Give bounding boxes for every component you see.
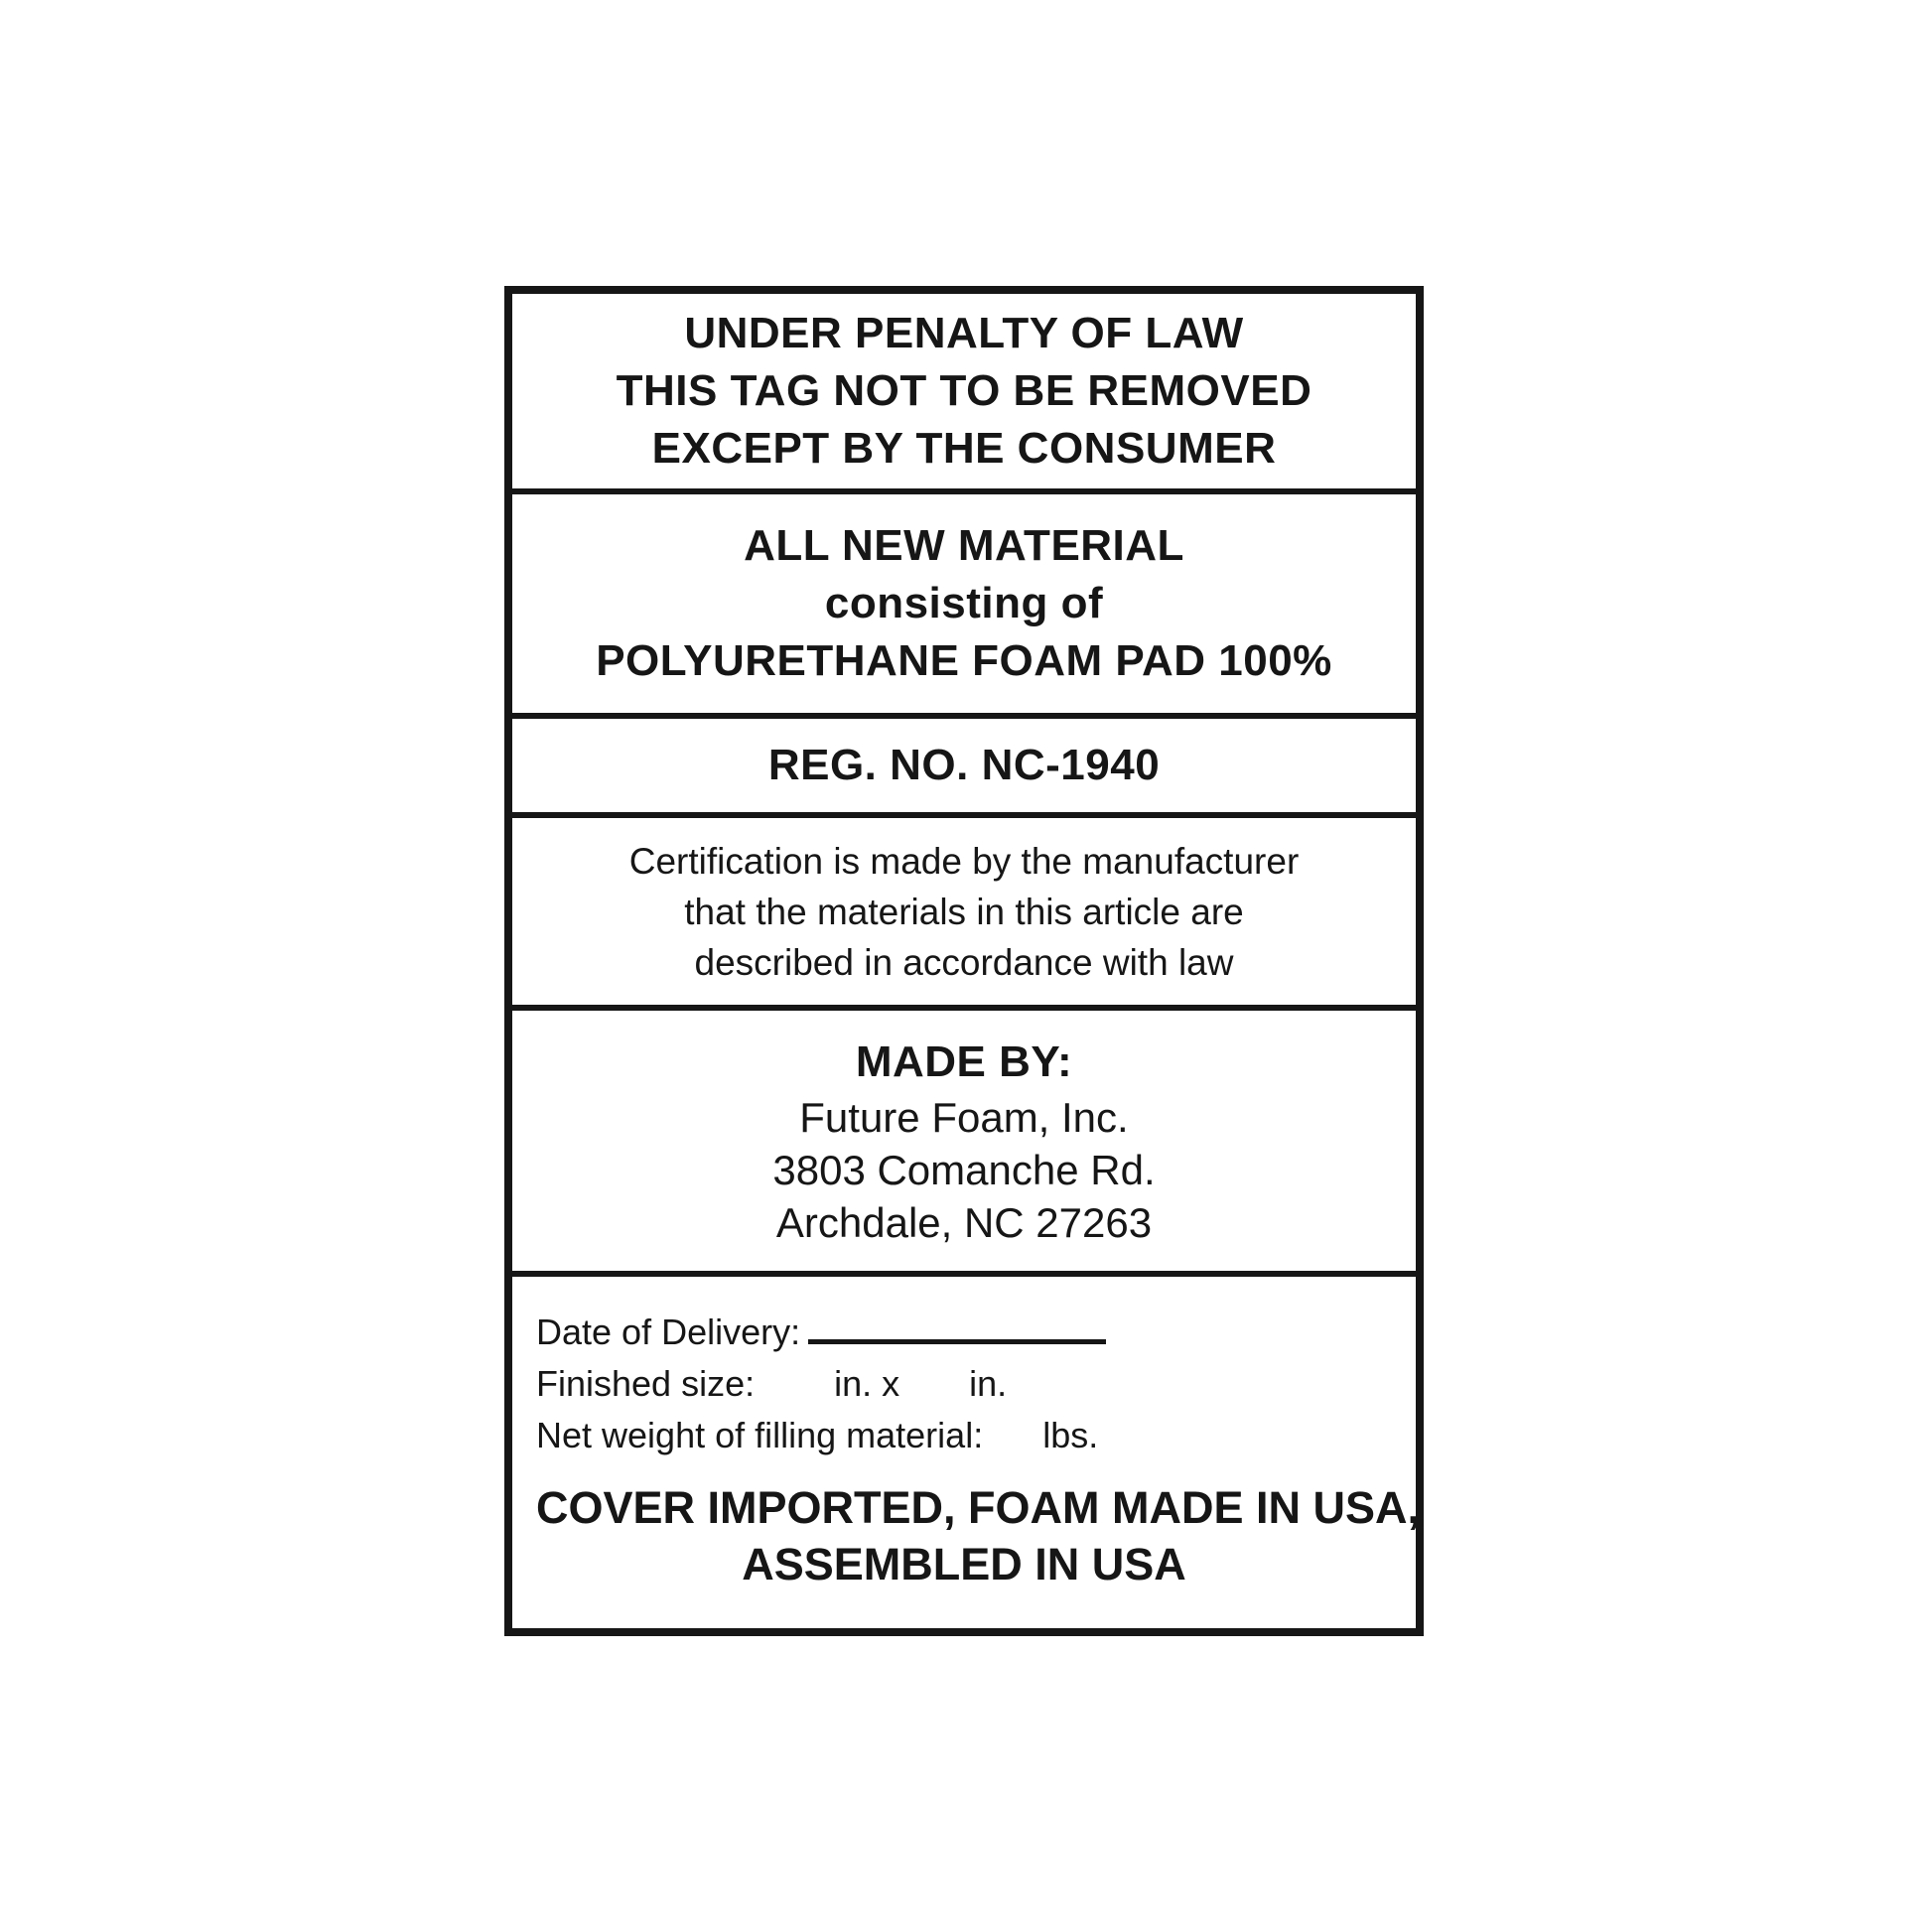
certification-line: that the materials in this article are bbox=[684, 891, 1244, 932]
date-of-delivery-row bbox=[536, 1307, 1392, 1358]
delivery-details-section bbox=[512, 1271, 1421, 1628]
certification-section bbox=[512, 812, 1416, 1005]
manufacturer-street: 3803 Comanche Rd. bbox=[772, 1146, 1156, 1193]
fill-in-fields bbox=[536, 1307, 1392, 1461]
date-of-delivery-blank-line bbox=[808, 1314, 1106, 1344]
origin-statement bbox=[536, 1479, 1421, 1606]
registration-number-section bbox=[512, 713, 1416, 812]
material-line: POLYURETHANE FOAM PAD 100% bbox=[596, 636, 1332, 685]
law-label-tag bbox=[504, 286, 1424, 1636]
registration-number: REG. NO. NC-1940 bbox=[767, 741, 1161, 789]
material-line: ALL NEW MATERIAL bbox=[744, 521, 1184, 570]
net-weight-row: Net weight of filling material: lbs. bbox=[536, 1415, 1099, 1455]
material-contents-section bbox=[512, 488, 1416, 713]
penalty-line: UNDER PENALTY OF LAW bbox=[684, 309, 1244, 357]
made-by-section bbox=[512, 1005, 1416, 1271]
made-by-heading: MADE BY: bbox=[855, 1036, 1073, 1086]
certification-line: Certification is made by the manufacturer bbox=[628, 840, 1300, 882]
penalty-warning-section bbox=[512, 294, 1416, 488]
material-line: consisting of bbox=[824, 579, 1104, 627]
finished-size-row: Finished size: in. x in. bbox=[536, 1363, 1008, 1404]
origin-line: ASSEMBLED IN USA bbox=[742, 1539, 1186, 1589]
certification-line: described in accordance with law bbox=[694, 941, 1234, 983]
penalty-line: EXCEPT BY THE CONSUMER bbox=[651, 424, 1277, 473]
manufacturer-city-state-zip: Archdale, NC 27263 bbox=[775, 1198, 1153, 1246]
manufacturer-name: Future Foam, Inc. bbox=[799, 1093, 1129, 1141]
origin-line: COVER IMPORTED, FOAM MADE IN USA, bbox=[536, 1482, 1421, 1533]
penalty-line: THIS TAG NOT TO BE REMOVED bbox=[616, 366, 1312, 415]
date-of-delivery-label: Date of Delivery: bbox=[536, 1311, 801, 1352]
